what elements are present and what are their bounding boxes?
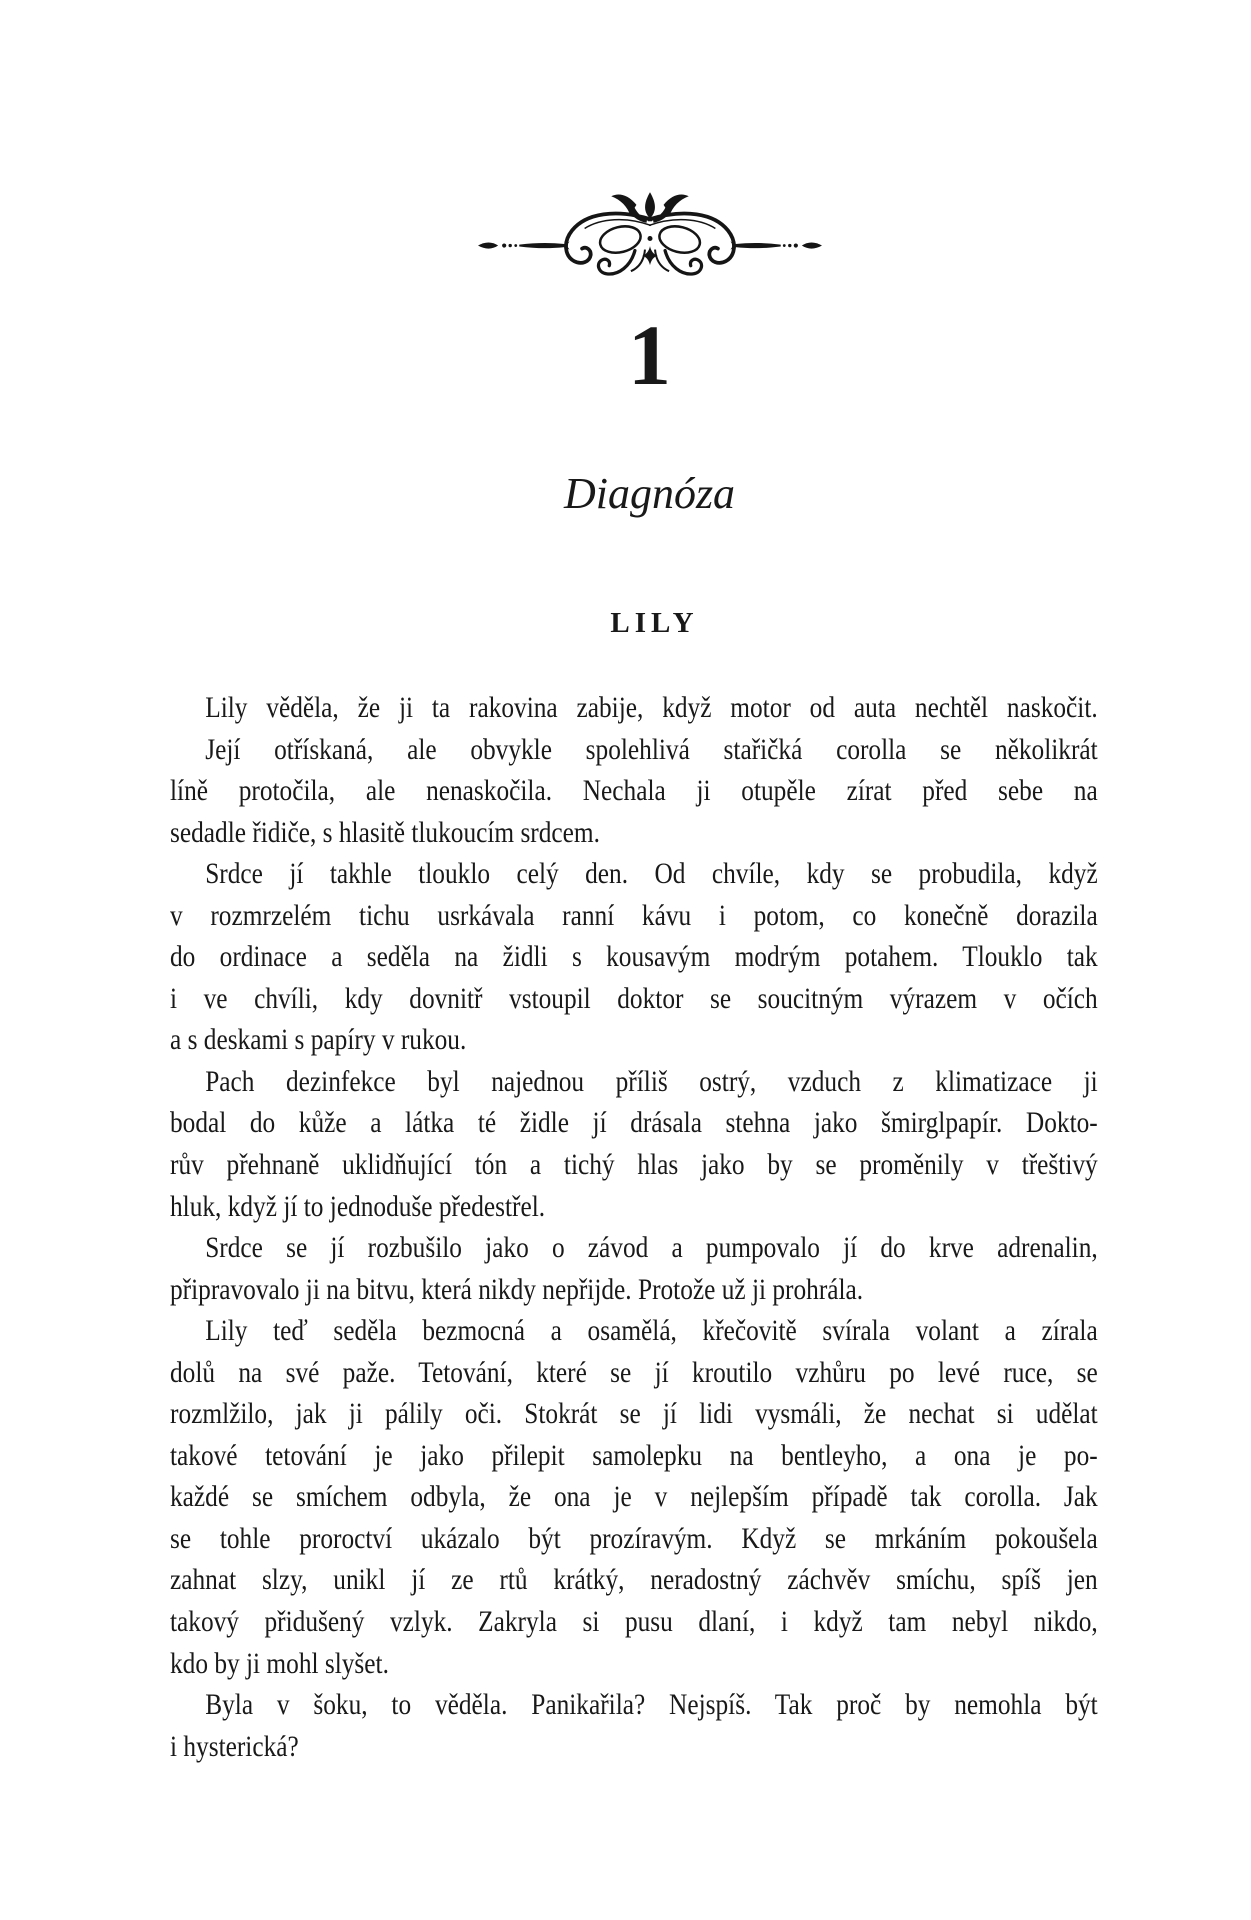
text-line: Byla v šoku, to věděla. Panikařila? Nejspíš. Tak proč by nemohla být [205, 1689, 1098, 1722]
text-line: Pach dezinfekce byl najednou příliš ostrý, vzduch z klimatizace ji [205, 1065, 1098, 1098]
text-line: v rozmrzelém tichu usrkávala ranní kávu i potom, co konečně dorazila [170, 899, 1098, 932]
text-line: rozmlžilo, jak ji pálily oči. Stokrát se jí lidi vysmáli, že nechat si udělat [170, 1398, 1098, 1431]
text-line: Srdce jí takhle tlouklo celý den. Od chvíle, kdy se probudila, když [205, 858, 1098, 891]
text-line: se tohle proroctví ukázalo být prozíravým. Když se mrkáním pokoušela [170, 1522, 1098, 1555]
chapter-body-inner [170, 688, 1098, 1768]
text-line: i hysterická? [170, 1730, 299, 1763]
chapter-ornament [24, 186, 1251, 284]
text-line: hluk, když jí to jednoduše předestřel. [170, 1190, 546, 1223]
chapter-title: Diagnóza [563, 469, 736, 518]
text-line: takový přidušený vzlyk. Zakryla si pusu dlaní, i když tam nebyl nikdo, [170, 1606, 1098, 1639]
text-line: Lily věděla, že ji ta rakovina zabije, když motor od auta nechtěl naskočit. [205, 692, 1098, 724]
text-line: líně protočila, ale nenaskočila. Nechala ji otupěle zírat před sebe na [170, 775, 1098, 808]
text-line: připravovalo ji na bitvu, která nikdy nepřijde. Protože už ji prohrála. [170, 1273, 864, 1306]
text-line: Její otřískaná, ale obvykle spolehlivá stařičká corolla se několikrát [205, 733, 1098, 766]
text-line: i ve chvíli, kdy dovnitř vstoupil doktor se soucitným výrazem v očích [170, 982, 1098, 1015]
text-line: dolů na své paže. Tetování, které se jí kroutilo vzhůru po levé ruce, se [170, 1356, 1098, 1389]
floral-flourish-icon [474, 186, 826, 284]
text-line: a s deskami s papíry v rukou. [170, 1024, 467, 1057]
chapter-number: 1 [628, 307, 671, 403]
text-line: rův přehnaně uklidňující tón a tichý hlas jako by se proměnily v třeštivý [170, 1149, 1098, 1182]
chapter-body [170, 688, 1098, 1768]
text-line: kdo by ji mohl slyšet. [170, 1647, 389, 1680]
text-line: Lily teď seděla bezmocná a osamělá, křečovitě svírala volant a zírala [205, 1315, 1098, 1348]
text-line: Srdce se jí rozbušilo jako o závod a pumpovalo jí do krve adrenalin, [205, 1232, 1098, 1265]
text-line: bodal do kůže a látka té židle jí drásala stehna jako šmirglpapír. Dokto- [170, 1107, 1098, 1140]
text-line: sedadle řidiče, s hlasitě tlukoucím srdcem. [170, 816, 600, 849]
pov-heading: LILY [610, 607, 699, 639]
text-line: takové tetování je jako přilepit samolepku na bentleyho, a ona je po- [170, 1439, 1098, 1472]
text-line: každé se smíchem odbyla, že ona je v nejlepším případě tak corolla. Jak [170, 1481, 1098, 1514]
text-line: zahnat slzy, unikl jí ze rtů krátký, neradostný záchvěv smíchu, spíš jen [170, 1564, 1098, 1597]
text-line: do ordinace a seděla na židli s kousavým modrým potahem. Tlouklo tak [170, 941, 1098, 974]
